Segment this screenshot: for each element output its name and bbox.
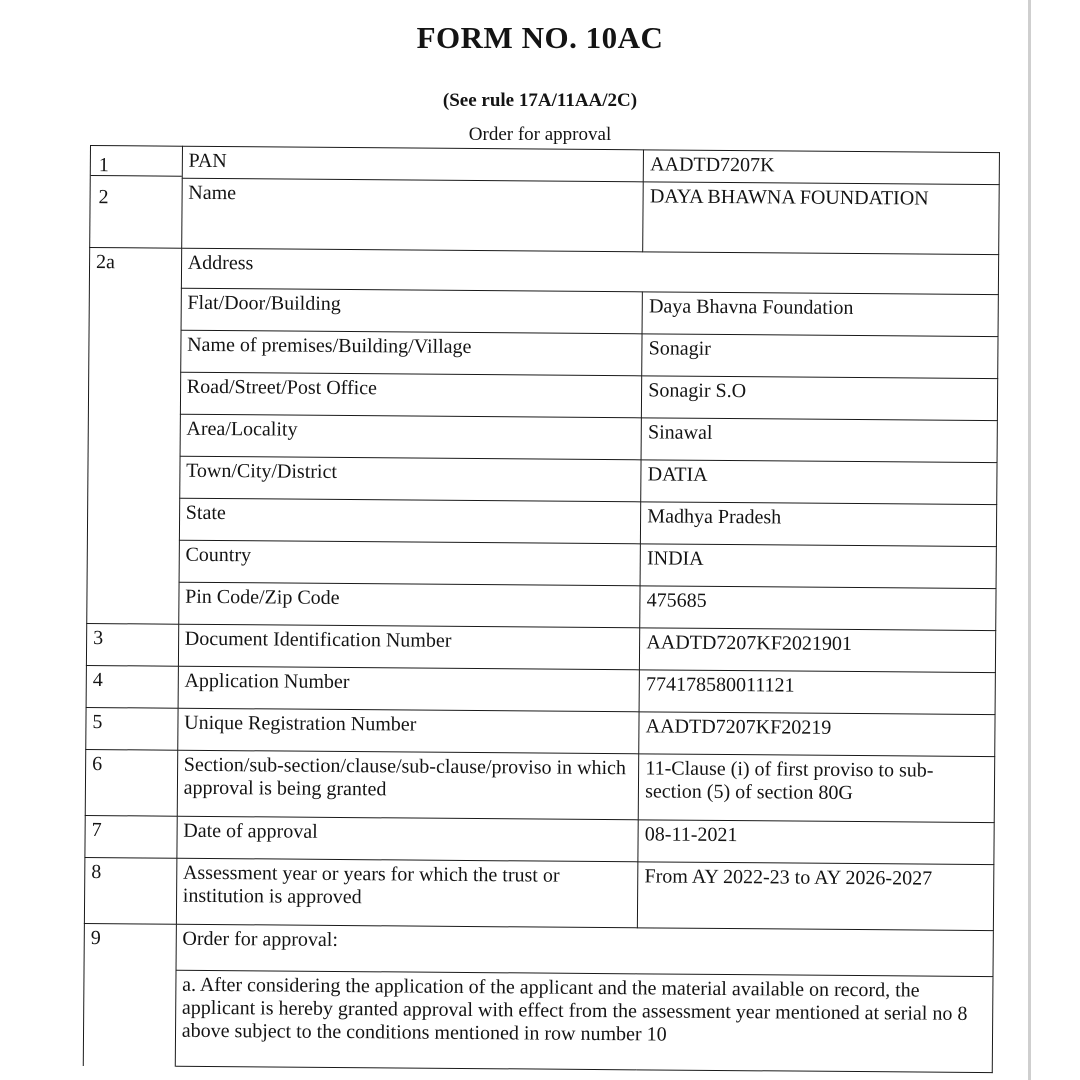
table-row-address-item <box>89 329 998 378</box>
address-item-label: Area/Locality <box>180 414 642 460</box>
table-row-address-item <box>88 413 997 462</box>
table-row-order <box>84 923 993 976</box>
table-row-urn <box>86 707 995 756</box>
row-number-2: 2 <box>98 186 109 209</box>
address-item-value: Madhya Pradesh <box>641 502 997 547</box>
address-item-value: Daya Bhavna Foundation <box>642 292 998 337</box>
form-title: FORM NO. 10AC <box>416 20 664 55</box>
address-item-label: Pin Code/Zip Code <box>178 582 640 628</box>
address-item-label: Name of premises/Building/Village <box>180 330 642 376</box>
table-row-address-item <box>89 287 998 336</box>
table-row-din <box>86 623 995 672</box>
application-label: Application Number <box>178 666 640 712</box>
order-label: Order for approval: <box>176 924 994 976</box>
urn-label: Unique Registration Number <box>177 708 639 754</box>
urn-value: AADTD7207KF20219 <box>639 712 995 757</box>
din-value: AADTD7207KF2021901 <box>640 628 996 673</box>
address-item-value: Sonagir S.O <box>642 376 998 421</box>
address-item-label: State <box>179 498 641 544</box>
table-row-date <box>85 815 994 864</box>
address-item-value: INDIA <box>640 544 996 589</box>
table-row-address-item <box>88 371 997 420</box>
date-label: Date of approval <box>177 816 639 862</box>
row-number-1: 1 <box>91 146 182 177</box>
page-edge <box>1028 0 1031 1080</box>
table-row-section <box>85 749 994 822</box>
address-item-label: Road/Street/Post Office <box>180 372 642 418</box>
approval-form-table <box>83 145 1000 1073</box>
table-row-address-item <box>87 497 996 546</box>
row-number-7: 7 <box>85 815 177 858</box>
rule-reference: (See rule 17A/11AA/2C) <box>442 90 638 111</box>
table-row-address-item <box>88 455 997 504</box>
table-row-name <box>90 178 1000 255</box>
row-number-cell <box>90 146 183 249</box>
form-subtitle: Order for approval <box>468 124 612 145</box>
assessment-value: From AY 2022-23 to AY 2026-2027 <box>638 862 994 931</box>
section-value: 11-Clause (i) of first proviso to sub-section (5) of section 80G <box>638 754 994 823</box>
row-number-6: 6 <box>85 749 177 816</box>
row-number-8: 8 <box>84 857 176 924</box>
name-value: DAYA BHAWNA FOUNDATION <box>643 182 999 255</box>
table-row-address-item <box>87 539 996 588</box>
address-item-label: Country <box>179 540 641 586</box>
address-item-value: Sonagir <box>642 334 998 379</box>
table-row-application <box>86 665 995 714</box>
table-row-address-item <box>87 581 996 630</box>
row-number-3: 3 <box>86 623 178 666</box>
address-label: Address <box>181 248 999 294</box>
assessment-label: Assessment year or years for which the trust or institution is approved <box>176 858 638 928</box>
table-row-address <box>89 248 998 295</box>
order-text: a. After considering the application of the applicant and the material available on record, the applicant is hereby granted approval with effect from the assessment year mentioned at serial no 8 above subject to the conditions mentioned in row number 10 <box>175 970 993 1072</box>
address-item-label: Town/City/District <box>179 456 641 502</box>
row-number-9: 9 <box>83 923 176 1066</box>
date-value: 08-11-2021 <box>638 820 994 865</box>
pan-value: AADTD7207K <box>643 150 999 185</box>
application-value: 774178580011121 <box>639 670 995 715</box>
address-item-value: 475685 <box>640 586 996 631</box>
section-label: Section/sub-section/clause/sub-clause/proviso in which approval is being granted <box>177 750 639 820</box>
pan-label: PAN <box>182 146 644 182</box>
table-row-order-text <box>83 969 993 1072</box>
address-item-label: Flat/Door/Building <box>181 288 643 334</box>
name-label: Name <box>181 178 643 252</box>
row-number-4: 4 <box>86 665 178 708</box>
table-row-assessment <box>84 857 993 930</box>
address-item-value: Sinawal <box>641 418 997 463</box>
din-label: Document Identification Number <box>178 624 640 670</box>
row-number-5: 5 <box>86 707 178 750</box>
address-item-value: DATIA <box>641 460 997 505</box>
row-number-2a: 2a <box>87 248 182 625</box>
